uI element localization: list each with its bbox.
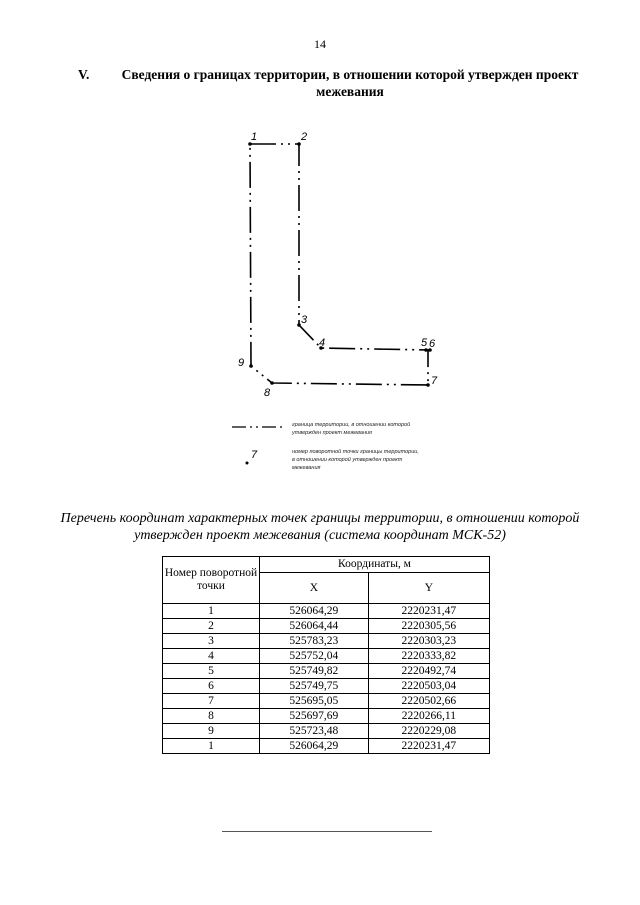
cell-number: 1 <box>163 739 260 754</box>
legend <box>232 421 419 471</box>
cell-x: 525695,05 <box>260 694 369 709</box>
cell-number: 9 <box>163 724 260 739</box>
table-row <box>163 679 490 694</box>
legend-point-sample: 7 <box>251 449 258 461</box>
legend-point-text-2: в отношении которой утвержден проект <box>292 457 403 463</box>
cell-number: 4 <box>163 649 260 664</box>
header-x: X <box>260 573 369 604</box>
table-row <box>163 604 490 619</box>
cell-y: 2220303,23 <box>368 634 489 649</box>
cell-x: 525752,04 <box>260 649 369 664</box>
cell-x: 526064,29 <box>260 739 369 754</box>
cell-x: 525749,75 <box>260 679 369 694</box>
cell-x: 525697,69 <box>260 709 369 724</box>
boundary-diagram <box>200 120 460 480</box>
cell-y: 2220503,04 <box>368 679 489 694</box>
point-6-label: 6 <box>429 338 436 350</box>
cell-x: 526064,44 <box>260 619 369 634</box>
point-8-marker <box>270 381 274 385</box>
section-title: Сведения о границах территории, в отношении которой утвержден проект межевания <box>121 67 579 99</box>
coordinates-table <box>162 556 490 754</box>
cell-number: 5 <box>163 664 260 679</box>
header-point-number: Номер поворотной точки <box>163 557 260 604</box>
table-row <box>163 634 490 649</box>
cell-number: 7 <box>163 694 260 709</box>
cell-y: 2220266,11 <box>368 709 489 724</box>
cell-x: 525723,48 <box>260 724 369 739</box>
cell-x: 525749,82 <box>260 664 369 679</box>
cell-number: 1 <box>163 604 260 619</box>
point-9-marker <box>249 364 253 368</box>
cell-y: 2220305,56 <box>368 619 489 634</box>
point-3-label: 3 <box>301 314 308 326</box>
cell-number: 2 <box>163 619 260 634</box>
table-row <box>163 709 490 724</box>
coordinates-body <box>163 604 490 754</box>
footer-divider <box>222 831 432 832</box>
point-1-label: 1 <box>251 131 258 143</box>
legend-point-marker <box>246 462 249 465</box>
page-number: 14 <box>314 37 326 51</box>
point-7-label: 7 <box>431 375 438 387</box>
header-y: Y <box>368 573 489 604</box>
cell-y: 2220502,66 <box>368 694 489 709</box>
legend-point-text-1: номер поворотной точки границы территории, <box>292 449 419 455</box>
point-4-label: 4 <box>319 337 326 349</box>
boundary-points <box>248 142 432 387</box>
cell-y: 2220231,47 <box>368 739 489 754</box>
header-coordinates: Координаты, м <box>260 557 490 573</box>
cell-x: 525783,23 <box>260 634 369 649</box>
point-5-label: 5 <box>421 337 428 349</box>
cell-x: 526064,29 <box>260 604 369 619</box>
section-number: V. <box>78 67 90 82</box>
legend-line-text-1: граница территории, в отношении которой <box>292 422 411 428</box>
legend-point-text-3: межевания <box>292 465 321 471</box>
point-9-label: 9 <box>238 357 245 369</box>
cell-y: 2220229,08 <box>368 724 489 739</box>
table-caption: Перечень координат характерных точек границы территории, в отношении которой утвержден проект межевания (система координат МСК-52) <box>60 511 580 543</box>
cell-y: 2220492,74 <box>368 664 489 679</box>
table-row <box>163 694 490 709</box>
cell-y: 2220231,47 <box>368 604 489 619</box>
section-heading <box>78 66 598 100</box>
boundary-line <box>250 144 428 385</box>
point-2-label: 2 <box>301 131 308 143</box>
point-8-label: 8 <box>264 387 271 399</box>
cell-y: 2220333,82 <box>368 649 489 664</box>
cell-number: 3 <box>163 634 260 649</box>
point-7-marker <box>426 383 430 387</box>
table-row <box>163 649 490 664</box>
table-row <box>163 739 490 754</box>
table-row <box>163 664 490 679</box>
cell-number: 6 <box>163 679 260 694</box>
cell-number: 8 <box>163 709 260 724</box>
table-row <box>163 724 490 739</box>
table-row <box>163 619 490 634</box>
legend-line-text-2: утвержден проект межевания <box>292 430 372 436</box>
